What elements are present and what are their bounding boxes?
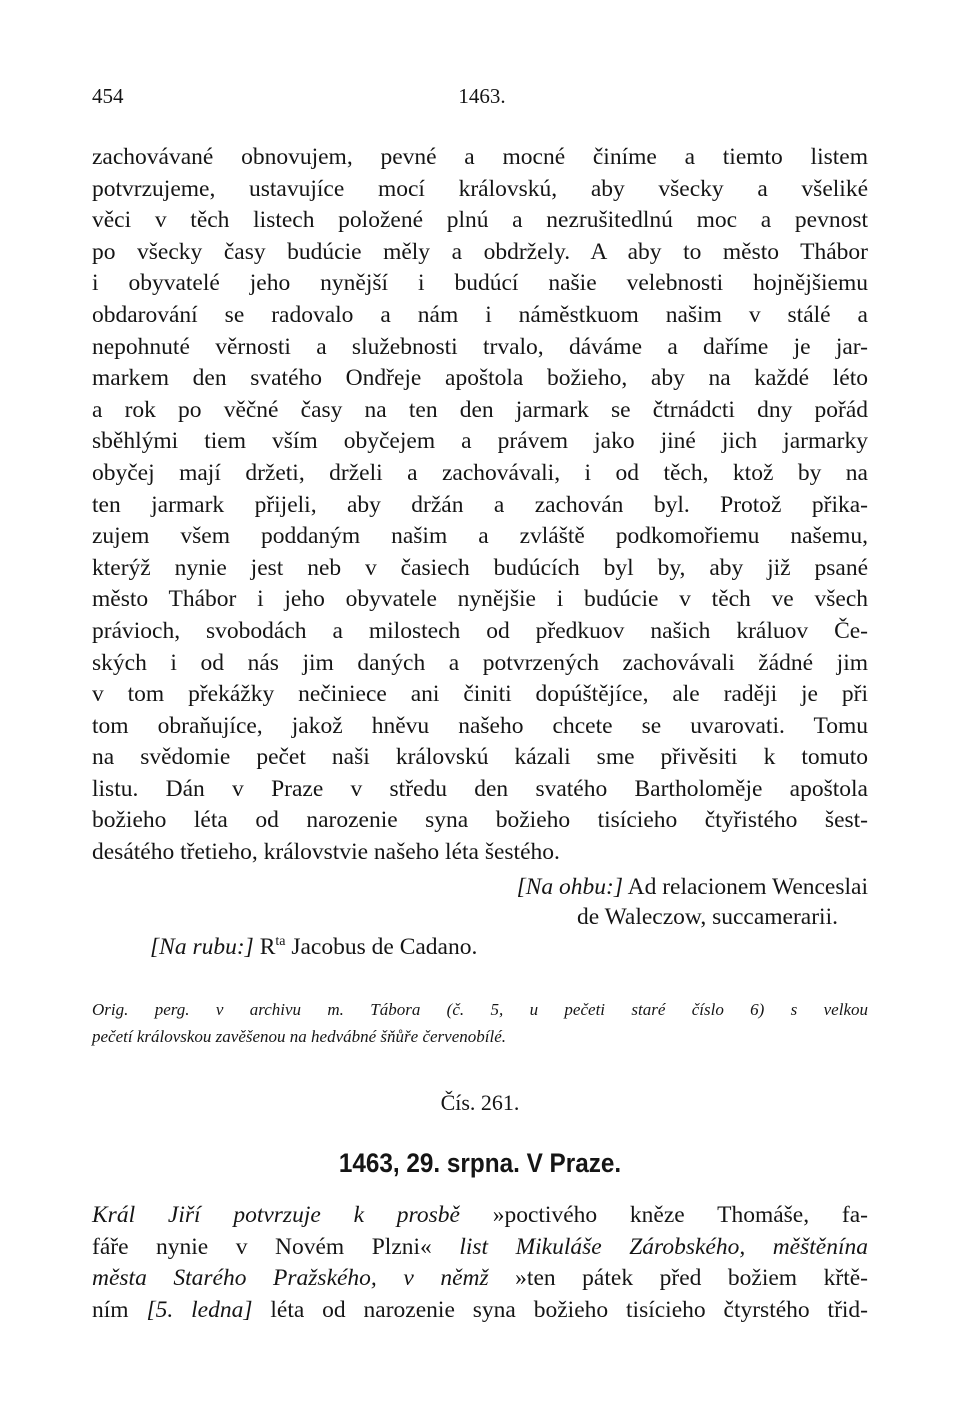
fold-note-line-2: de Waleczow, succamerarii. xyxy=(576,904,838,930)
page-header xyxy=(92,84,872,114)
regest-italic: Král Jiří potvrzuje k prosbě xyxy=(92,1202,460,1228)
body-line: obdarování se radovalo a nám i náměstkuom našim v stálé a xyxy=(92,301,868,328)
body-line: božieho léta od narozenie syna božieho tisícieho čtyřistého šest- xyxy=(92,807,868,834)
regest-line xyxy=(92,1295,868,1327)
running-head-year: 1463. xyxy=(458,84,506,108)
regest-line xyxy=(92,1232,868,1264)
body-line: nepohnuté věrnosti a služebnosti trvalo, dáváme a daříme je jar- xyxy=(92,333,868,360)
body-line: markem den svatého Ondřeje apoštola božieho, aby na každé léto xyxy=(92,365,868,392)
source-note-line: Orig. perg. v archivu m. Tábora (č. 5, u pečeti staré číslo 6) s velkou xyxy=(92,1000,868,1019)
regest-plain: léta od narozenie syna božieho tisícieho čtyrstého třid- xyxy=(270,1296,869,1323)
page-number: 454 xyxy=(92,84,124,108)
document-date-place: 1463, 29. srpna. V Praze. xyxy=(338,1148,622,1178)
regest-plain: ním xyxy=(92,1296,129,1323)
body-line: zujem všem poddaným našim a zvláště podkomořiemu našemu, xyxy=(92,523,868,550)
document-number: Čís. 261. xyxy=(440,1090,520,1115)
charter-text xyxy=(92,142,868,869)
fold-note-text: Ad relacionem Wenceslai xyxy=(627,874,868,900)
back-note xyxy=(150,932,477,962)
body-line: zachovávané obnovujem, pevné a mocné činíme a tiemto listem xyxy=(92,144,868,170)
body-line: sběhlými tiem vším obyčejem a právem jako jiné jich jarmarky xyxy=(92,428,868,455)
body-line: město Thábor i jeho obyvatele nynějšie i budúcie v těch ve všech xyxy=(92,586,868,613)
regest-plain: »ten pátek před božiem křtě- xyxy=(515,1265,868,1292)
body-line: obyčej mají držeti, drželi a zachovávali, i od těch, ktož by na xyxy=(92,459,868,486)
fold-note-label: [Na ohbu:] xyxy=(516,874,623,900)
regest-line xyxy=(92,1200,868,1232)
body-line: potvrzujeme, ustavujíce mocí královskú, aby všecky a všeliké xyxy=(92,175,868,202)
body-line: právioch, svobodách a milostech od předkuov našich králuov Če- xyxy=(92,617,868,644)
back-note-r: R xyxy=(259,934,276,960)
regest-plain: »poctivého kněze Thomáše, fa- xyxy=(492,1202,868,1228)
body-line: ských i od nás jim daných a potvrzených zachovávali žádné jim xyxy=(92,649,868,676)
body-line: ten jarmark přijeli, aby držán a zachován byl. Protož přika- xyxy=(92,491,868,518)
body-line: kterýž nynie jest neb v časiech budúcích byl by, aby již psané xyxy=(92,554,868,581)
regest-plain: fáře nynie v Novém Plzni« xyxy=(92,1233,432,1260)
source-note xyxy=(92,996,868,1050)
body-line: desátého třetieho, královstvie našeho léta šestého. xyxy=(92,839,560,866)
body-line: a rok po věčné časy na ten den jarmark se čtrnádcti dny pořád xyxy=(92,396,868,423)
regest-italic: města Starého Pražského, v němž xyxy=(92,1265,489,1292)
body-line: po všecky časy budúcie měly a obdržely. A aby to město Thábor xyxy=(92,238,868,265)
body-line: věci v těch listech položené plnú a nezrušitedlnú moc a pevnost xyxy=(92,207,868,234)
regest-text xyxy=(92,1200,868,1326)
source-note-line: pečetí královskou zavěšenou na hedvábné šňůře červenobílé. xyxy=(92,1027,506,1046)
regest-italic: [5. ledna] xyxy=(146,1296,253,1323)
body-line: listu. Dán v Praze v středu den svatého Bartholoměje apoštola xyxy=(92,775,868,802)
body-line: tom obraňujíce, jakož hněvu našeho chcete se uvarovati. Tomu xyxy=(92,712,868,739)
back-note-text: Jacobus de Cadano. xyxy=(291,934,478,960)
back-note-sup: ta xyxy=(275,934,286,950)
regest-line xyxy=(92,1263,868,1295)
body-line: na svědomie pečet naši královskú kázali sme přivěsiti k tomuto xyxy=(92,744,868,771)
body-line: v tom překážky nečiniece ani činiti dopúštějíce, ale raději je při xyxy=(92,681,868,708)
regest-italic: list Mikuláše Zárobského, měštěnína xyxy=(459,1233,868,1260)
fold-note-line-1 xyxy=(517,872,868,902)
body-line: i obyvatelé jeho nynější i budúcí našie velebnosti hojnějšiemu xyxy=(92,270,868,297)
back-note-label: [Na rubu:] xyxy=(150,934,254,960)
